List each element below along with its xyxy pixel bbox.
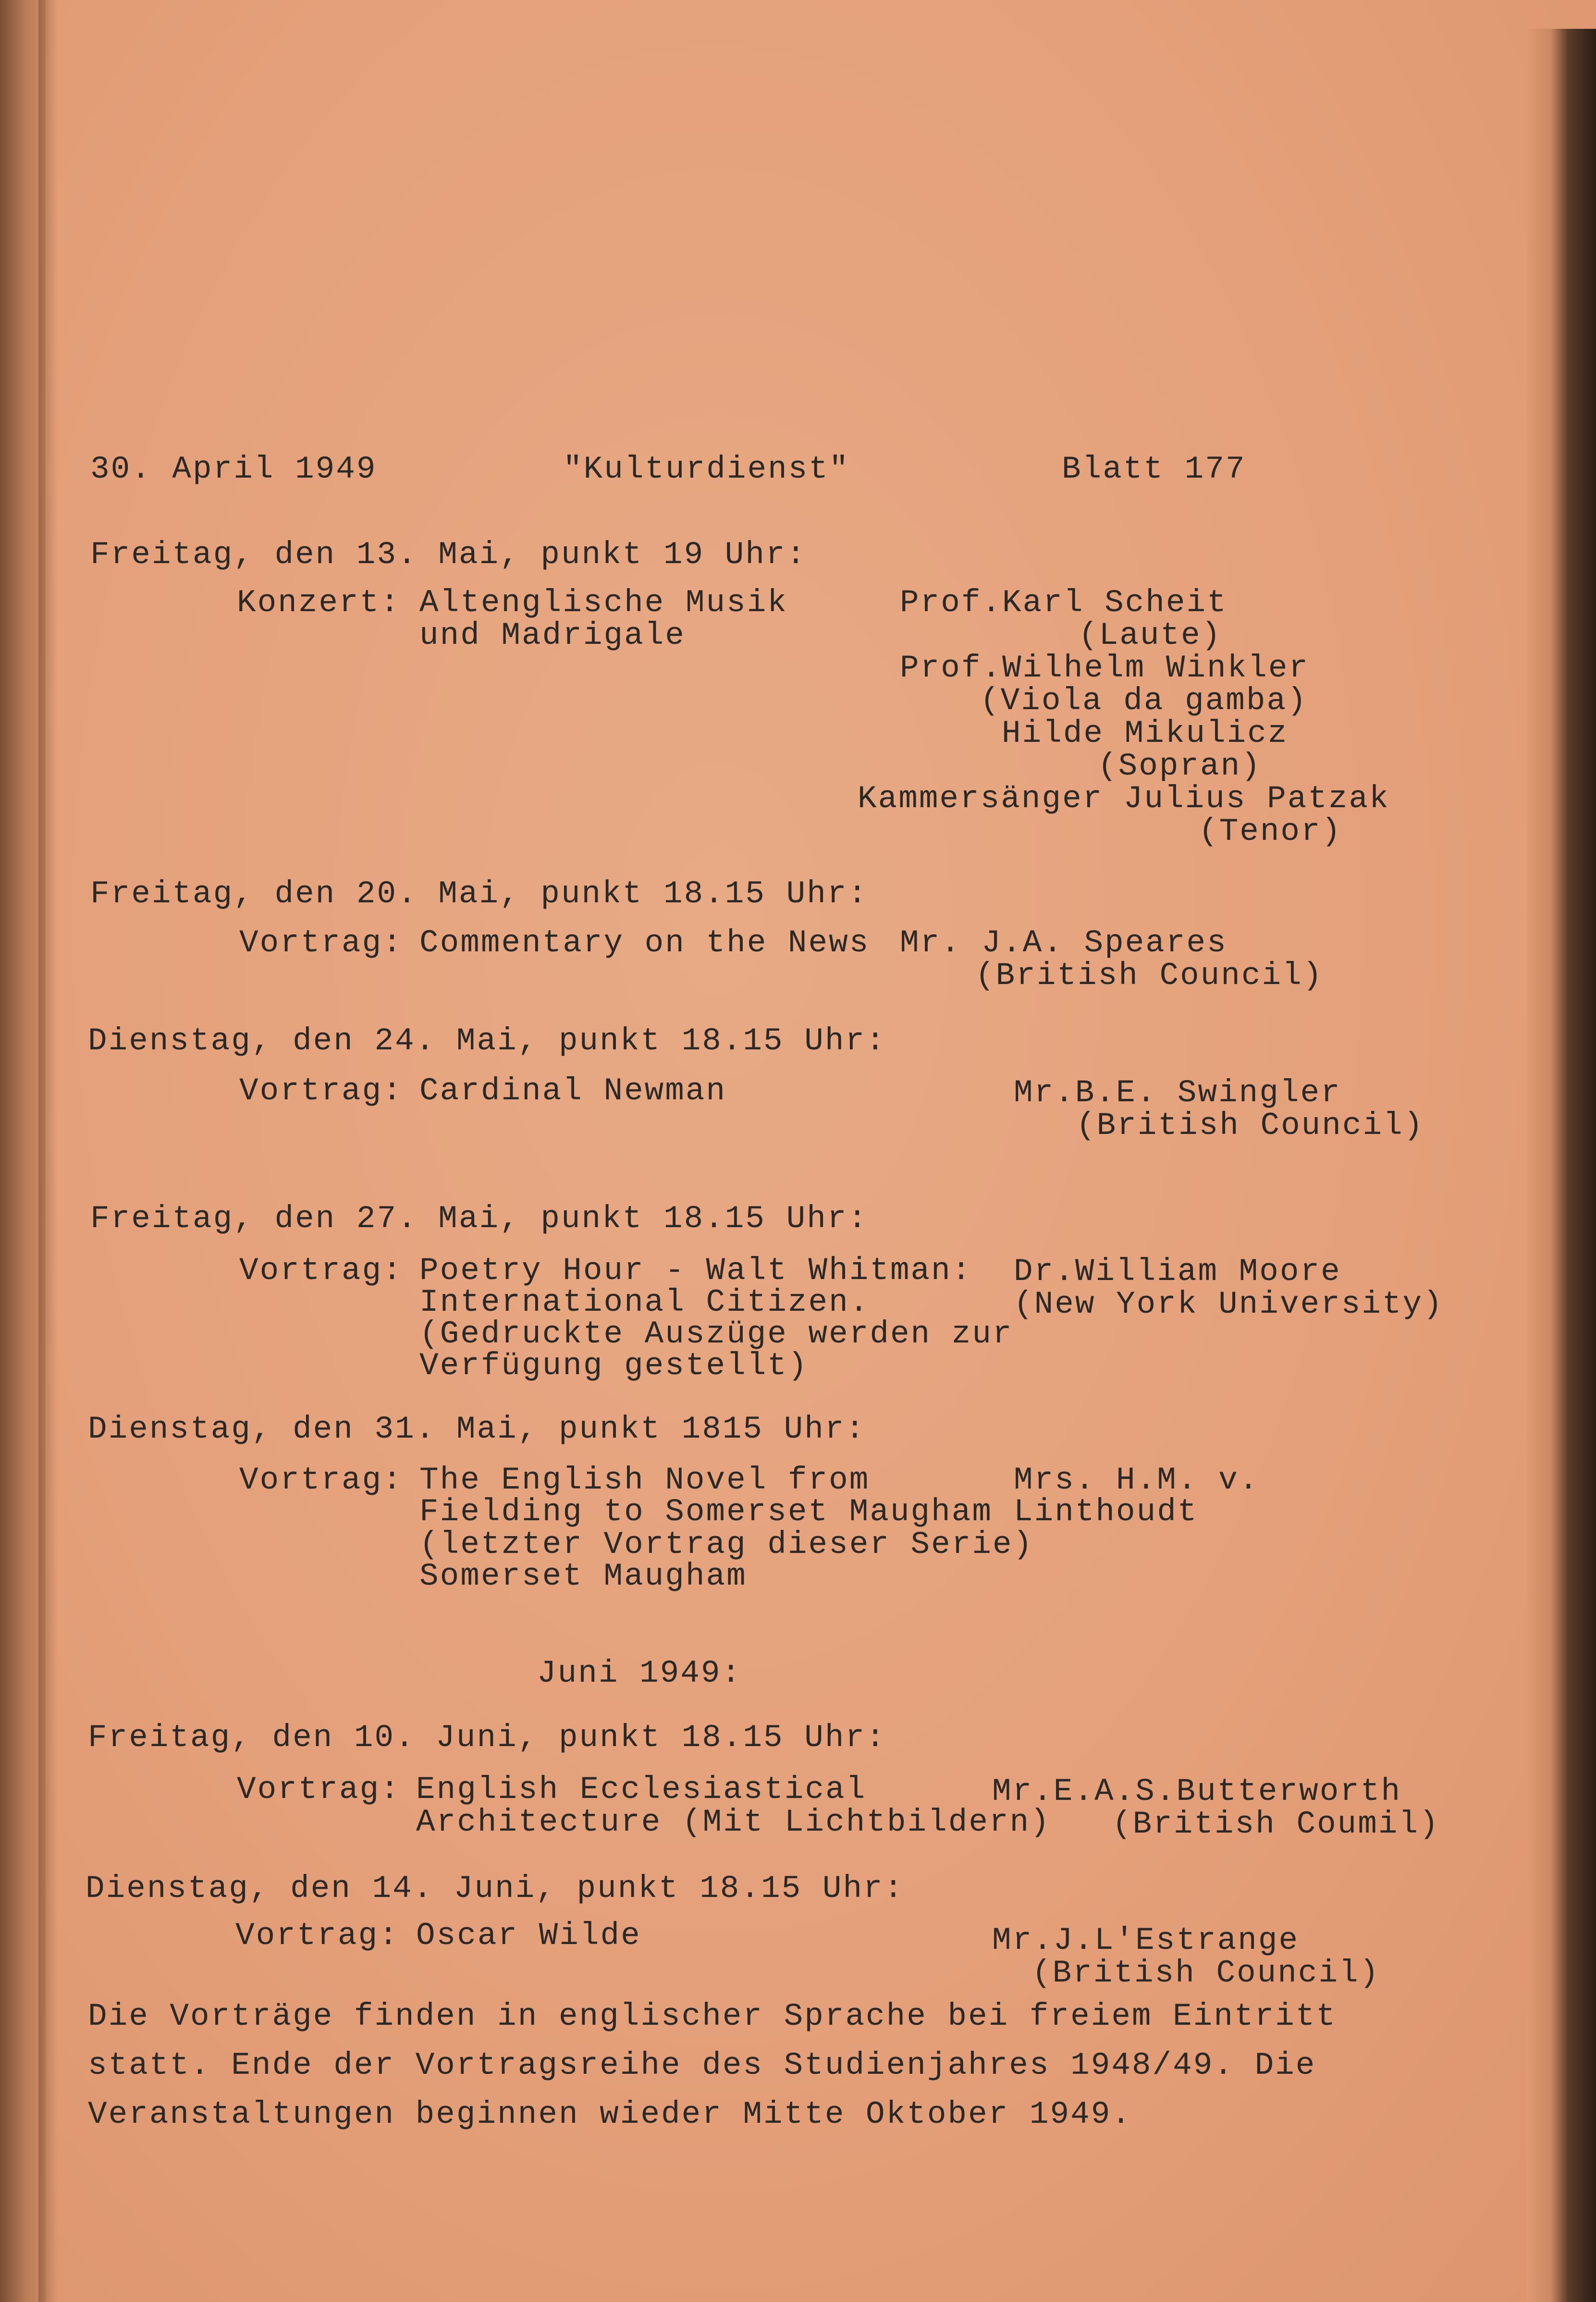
event-date-line: Freitag, den 27. Mai, punkt 18.15 Uhr: — [90, 1201, 869, 1237]
event-type: Vortrag: — [239, 1073, 403, 1109]
binding-shadow — [38, 0, 58, 2302]
event-date-line: Freitag, den 13. Mai, punkt 19 Uhr: — [90, 537, 807, 573]
performer-name: Prof.Karl Scheit — [900, 585, 1228, 621]
speaker-name: Mr.J.L'Estrange — [992, 1922, 1300, 1958]
event-topic: Cardinal Newman — [419, 1073, 727, 1109]
speaker-name: Mr.B.E. Swingler — [1014, 1075, 1341, 1111]
event-type: Vortrag: — [237, 1772, 401, 1808]
event-topic: Poetry Hour - Walt Whitman: — [419, 1253, 972, 1289]
speaker-name: Mr. J.A. Speares — [900, 925, 1228, 961]
section-heading: Juni 1949: — [537, 1655, 742, 1691]
speaker-affiliation: (New York University) — [1014, 1286, 1444, 1322]
header-date: 30. April 1949 — [90, 451, 377, 487]
event-topic: (Gedruckte Auszüge werden zur — [419, 1316, 1013, 1352]
event-type: Vortrag: — [239, 925, 403, 961]
performer-name: Kammersänger Julius Patzak — [858, 781, 1390, 817]
page-right-edge — [1527, 29, 1596, 2302]
performer-role: (Viola da gamba) — [980, 683, 1308, 719]
performer-role: (Sopran) — [1098, 748, 1262, 784]
event-topic: und Madrigale — [419, 617, 686, 653]
speaker-affiliation: (British Council) — [975, 958, 1324, 994]
header-title: "Kulturdienst" — [563, 451, 850, 487]
performer-name: Hilde Mikulicz — [1002, 715, 1289, 751]
speaker-affiliation: (British Council) — [1032, 1955, 1380, 1991]
event-topic: English Ecclesiastical — [416, 1772, 867, 1808]
event-type: Vortrag: — [235, 1918, 399, 1954]
event-type: Vortrag: — [239, 1253, 403, 1289]
speaker-name: Mr.E.A.S.Butterworth — [992, 1773, 1402, 1810]
speaker-name: Dr.William Moore — [1014, 1254, 1341, 1290]
event-date-line: Freitag, den 10. Juni, punkt 18.15 Uhr: — [88, 1720, 886, 1756]
speaker-affiliation: (British Coumil) — [1112, 1806, 1440, 1842]
event-date-line: Dienstag, den 31. Mai, punkt 1815 Uhr: — [88, 1411, 866, 1447]
event-date-line: Dienstag, den 14. Juni, punkt 18.15 Uhr: — [86, 1871, 905, 1907]
event-date-line: Freitag, den 20. Mai, punkt 18.15 Uhr: — [90, 876, 869, 912]
event-topic: (letzter Vortrag dieser Serie) — [419, 1526, 1034, 1563]
footer-note-line: statt. Ende der Vortragsreihe des Studienjahres 1948/49. Die — [88, 2047, 1316, 2083]
footer-note-line: Die Vorträge finden in englischer Sprache bei freiem Eintritt — [88, 1998, 1337, 2034]
performer-name: Prof.Wilhelm Winkler — [900, 650, 1310, 686]
event-date-line: Dienstag, den 24. Mai, punkt 18.15 Uhr: — [88, 1023, 886, 1059]
event-type: Konzert: — [237, 585, 401, 621]
speaker-affiliation: (British Council) — [1076, 1108, 1424, 1144]
event-topic: Commentary on the News — [419, 925, 870, 961]
event-topic: Fielding to Somerset Maugham — [419, 1494, 993, 1530]
performer-role: (Tenor) — [1199, 813, 1342, 849]
header-sheet-number: Blatt 177 — [1062, 451, 1246, 487]
event-topic: Somerset Maugham — [419, 1558, 747, 1594]
event-topic: Architecture (Mit Lichtbildern) — [416, 1804, 1051, 1840]
speaker-name: Mrs. H.M. v. — [1014, 1462, 1260, 1498]
speaker-affiliation: Linthoudt — [1014, 1494, 1198, 1530]
event-topic: The English Novel from — [419, 1462, 870, 1498]
event-topic: Verfügung gestellt) — [419, 1348, 809, 1384]
event-topic: International Citizen. — [419, 1284, 870, 1320]
footer-note-line: Veranstaltungen beginnen wieder Mitte Oktober 1949. — [88, 2096, 1132, 2132]
event-type: Vortrag: — [239, 1462, 403, 1498]
event-topic: Oscar Wilde — [416, 1918, 641, 1954]
performer-role: (Laute) — [1079, 617, 1222, 653]
event-topic: Altenglische Musik — [419, 585, 788, 621]
